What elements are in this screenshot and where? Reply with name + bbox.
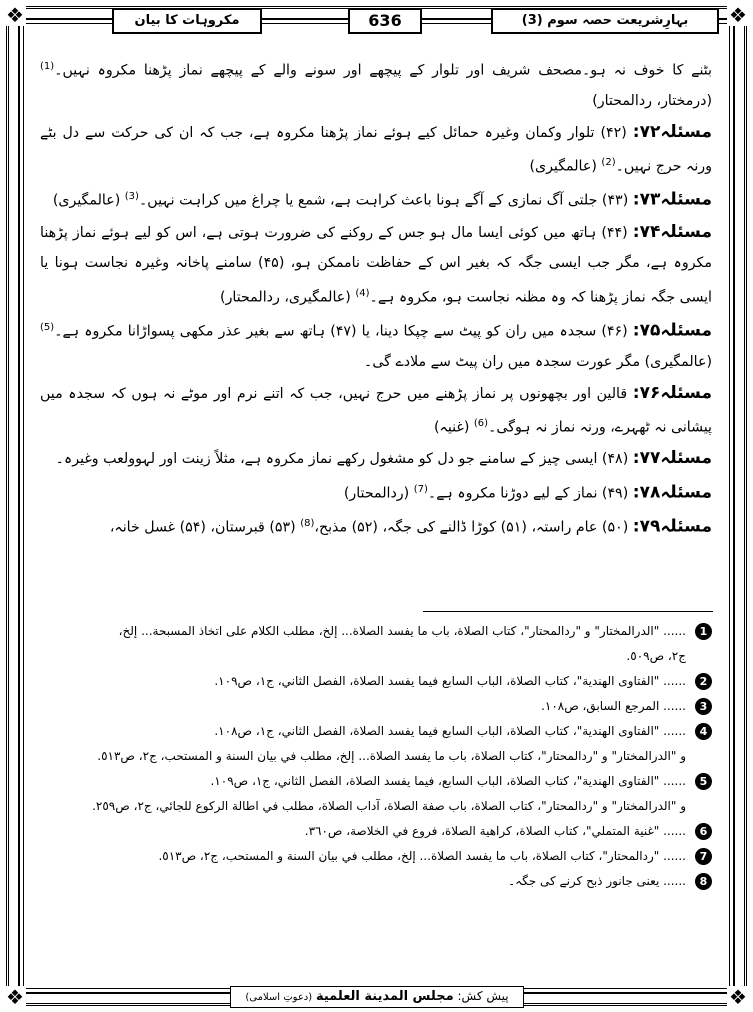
masala-77: مسئلہ۷۷: (۴۸) ایسی چیز کے سامنے جو دل کو مشغول رکھے نماز مکروہ ہے، مثلاً زینت اور لہوولعب وغیرہ۔ <box>55 448 712 469</box>
corner-ornament-icon: ❖ <box>4 986 26 1008</box>
masala-label: مسئلہ۷۲: <box>632 121 712 142</box>
footnote-ref[interactable]: (4) <box>355 287 370 299</box>
corner-ornament-icon: ❖ <box>727 4 749 26</box>
masala-76: مسئلہ۷۶: قالین اور بچھونوں پر نماز پڑھنے میں حرج نہیں، جب کہ اتنے نرم اور موٹے نہ ہوں کہ سجدہ میں پیشانی نہ ٹھہرے، ورنہ نماز نہ ہوگی۔$^{(6)}$ (غنیہ) <box>40 382 712 436</box>
masala-79: مسئلہ۷۹: (۵۰) عام راستہ، (۵۱) کوڑا ڈالنے کی جگہ، (۵۲) مذبح،$^{(8)}$ (۵۳) قبرستان، (۵۴) غسل خانہ، <box>109 516 712 537</box>
footnote-ref[interactable]: (5) <box>40 321 55 333</box>
footnotes <box>40 619 712 894</box>
masala-72: مسئلہ۷۲: (۴۲) تلوار وکمان وغیرہ حمائل کیے ہوئے نماز پڑھنا مکروہ ہے، جب کہ ان کی حرکت سے دل بٹے ورنہ حرج نہیں۔$^{(2)}$ (عالمگیری) <box>40 121 712 175</box>
corner-ornament-icon: ❖ <box>727 986 749 1008</box>
masala-74: مسئلہ۷۴: (۴۴) ہاتھ میں کوئی ایسا مال ہو جس کے روکنے کی ضرورت ہوتی ہے، اس کو لیے ہوئے نماز پڑھنا مکروہ ہے، مگر جب ایسی جگہ کہ بغیر اس کے حفاظت ناممکن ہو، (۴۵) سامنے پاخانہ وغیرہ نجاست ہونا یا ایسی جگہ نماز پڑھنا کہ وہ مظنہ نجاست ہو، مکروہ ہے۔$^{(4)}$ (عالمگیری، ردالمحتار) <box>40 221 712 306</box>
footnote-number-badge: 8 <box>695 873 712 890</box>
source-citation: (عالمگیری) <box>52 193 121 210</box>
masala-75: مسئلہ۷۵: (۴۶) سجدہ میں ران کو پیٹ سے چپکا دینا، یا (۴۷) ہاتھ سے بغیر عذر مکھی پسواڑانا مکروہ ہے۔$^{(5)}$ (عالمگیری) مگر عورت سجدہ میں ران پیٹ سے ملادے گی۔ <box>40 320 712 371</box>
footnote: 4 ...... "الفتاوى الهندية"، كتاب الصلاة، الباب السابع فيما يفسد الصلاة، الفصل الثاني، ج١، ص١٠٨. و "الدرالمختار" و "ردالمحتار"، كتاب الصلاة، باب ما يفسد الصلاة... إلخ، مطلب في بيان السنة و المستحب، ج٢، ص٥١٣. <box>40 719 712 769</box>
footnote: 7 ...... "ردالمحتار"، كتاب الصلاة، باب ما يفسد الصلاة... إلخ، مطلب في بيان السنة و المستحب، ج٢، ص٥١٣. <box>40 844 712 869</box>
footnote: 5 ...... "الفتاوى الهندية"، كتاب الصلاة، الباب السابع، فيما يفسد الصلاة، الفصل الثاني، ج١، ص١٠٩. و "الدرالمختار" و "ردالمحتار"، كتاب الصلاة، باب صفة الصلاة، آداب الصلاة، مطلب في اطالة الركوع للجائي، ج٢، ص٢٥٩. <box>40 769 712 819</box>
footnote-ref[interactable]: (7) <box>413 483 428 495</box>
masala-label: مسئلہ۷۳: <box>632 190 712 211</box>
page-number: 636 <box>348 8 422 34</box>
publisher-org: (دعوتِ اسلامی) <box>245 992 313 1003</box>
page-header <box>24 4 729 36</box>
footnote: 8 ...... یعنی جانور ذبح کرنے کی جگہ۔ <box>40 869 712 894</box>
footnote-number-badge: 5 <box>695 773 712 790</box>
footnote-number-badge: 4 <box>695 723 712 740</box>
source-citation: (عالمگیری) <box>644 354 712 371</box>
footnote-ref[interactable]: (1) <box>40 61 55 72</box>
footnote-ref[interactable]: (2) <box>601 157 616 169</box>
footnote-number-badge: 7 <box>695 848 712 865</box>
publisher-footer <box>230 986 524 1008</box>
source-citation: (درمختار، ردالمحتار) <box>592 93 712 110</box>
masala-label: مسئلہ۷۸: <box>632 482 712 503</box>
footer-prefix: پیش کش: <box>457 989 509 1003</box>
book-title: بہارِشریعت حصہ سوم (3) <box>491 8 719 34</box>
source-citation: (ردالمحتار) <box>343 485 410 502</box>
footnote-number-badge: 1 <box>695 623 712 640</box>
footnote-ref[interactable]: (3) <box>124 191 139 203</box>
footnote-divider <box>423 611 713 612</box>
corner-ornament-icon: ❖ <box>4 4 26 26</box>
masala-label: مسئلہ۷۷: <box>632 448 712 469</box>
footnote-number-badge: 2 <box>695 673 712 690</box>
footnote-number-badge: 3 <box>695 698 712 715</box>
footnote-ref[interactable]: (6) <box>473 418 489 430</box>
masala-label: مسئلہ۷۶: <box>632 382 712 403</box>
source-citation: (غنیہ) <box>434 419 470 436</box>
source-citation: (عالمگیری) <box>529 158 597 175</box>
masala-label: مسئلہ۷۴: <box>632 221 712 242</box>
masala-78: مسئلہ۷۸: (۴۹) نماز کے لیے دوڑنا مکروہ ہے۔$^{(7)}$ (ردالمحتار) <box>343 482 712 503</box>
footnote: 6 ...... "غنية المتملي"، كتاب الصلاة، كراهية الصلاة، فروع في الخلاصة، ص٣٦٠. <box>40 819 712 844</box>
footnote-number-badge: 6 <box>695 823 712 840</box>
publisher-name: مجلس المدينة العلمية <box>315 989 454 1004</box>
main-text <box>40 52 712 543</box>
footnote-ref[interactable]: (8) <box>300 518 315 530</box>
footnote: 1 ...... "الدرالمختار" و "ردالمحتار"، كتاب الصلاة، باب ما يفسد الصلاة... إلخ، مطلب الكلام على اتخاذ المسبحة... إلخ، ج٢، ص٥٠٩. <box>40 619 712 669</box>
paragraph: بٹنے کا خوف نہ ہو۔مصحف شریف اور تلوار کے پیچھے اور سونے والے کے پیچھے نماز پڑھنا مکروہ نہیں۔$^{(1)}$ (درمختار، ردالمحتار) <box>40 61 712 110</box>
masala-label: مسئلہ۷۹: <box>632 516 712 537</box>
footnote: 2 ...... "الفتاوى الهندية"، كتاب الصلاة، الباب السابع فيما يفسد الصلاة، الفصل الثاني، ج١، ص١٠٩. <box>40 669 712 694</box>
masala-73: مسئلہ۷۳: (۴۳) جلتی آگ نمازی کے آگے ہونا باعث کراہت ہے، شمع یا چراغ میں کراہت نہیں۔$^{(3)}$ (عالمگیری) <box>52 190 712 211</box>
footnote: 3 ...... المرجع السابق، ص١٠٨. <box>40 694 712 719</box>
source-citation: (عالمگیری، ردالمحتار) <box>220 289 351 306</box>
chapter-title: مکروہات کا بیان <box>112 8 262 34</box>
masala-label: مسئلہ۷۵: <box>632 320 712 341</box>
